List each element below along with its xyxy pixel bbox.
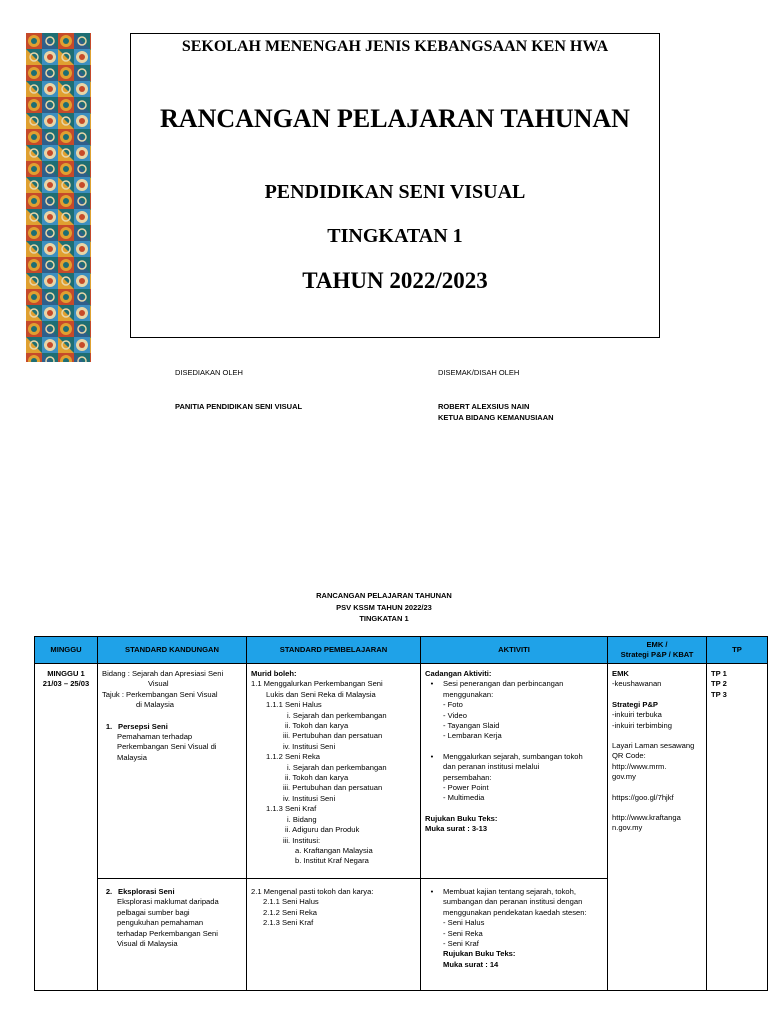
sk-desc-line: Perkembangan Seni Visual di	[117, 742, 217, 752]
sp-line: iii. Pertubuhan dan persatuan	[283, 783, 383, 793]
akt-line: - Tayangan Slaid	[443, 721, 500, 731]
sk-desc-line: Malaysia	[117, 752, 147, 762]
tp-level: TP 1	[711, 669, 727, 678]
emk-link[interactable]: http://www.kraftanga	[612, 813, 681, 823]
akt-line: - Lembaran Kerja	[443, 731, 502, 741]
table-heading-line1: RANCANGAN PELAJARAN TAHUNAN	[316, 591, 452, 600]
sk-desc-line: terhadap Perkembangan Seni	[117, 928, 218, 938]
table-heading-line2: PSV KSSM TAHUN 2022/23	[336, 602, 432, 612]
sp-line: 2.1.3 Seni Kraf	[263, 918, 314, 928]
aktiviti-cell	[421, 879, 608, 991]
table-heading-line3: TINGKATAN 1	[359, 614, 409, 623]
sk-desc-line: Pemahaman terhadap	[117, 732, 193, 742]
tp-level: TP 2	[711, 679, 727, 689]
header-standard-kandungan: STANDARD KANDUNGAN	[98, 637, 247, 664]
prepared-by: PANITIA PENDIDIKAN SENI VISUAL	[175, 402, 303, 411]
sp-line: ii. Tokoh dan karya	[285, 773, 349, 783]
sp-line: i. Sejarah dan perkembangan	[287, 762, 387, 772]
emk-line: QR Code:	[612, 751, 646, 761]
header-emk	[608, 637, 707, 664]
header-emk-line1: EMK /	[646, 639, 668, 649]
week-dates: 21/03 – 25/03	[42, 679, 90, 689]
akt-ref: Rujukan Buku Teks:	[425, 813, 498, 823]
akt-line: Sesi penerangan dan perbincangan	[443, 679, 564, 689]
akt-ref: Rujukan Buku Teks:	[443, 949, 516, 959]
akt-line: - Seni Kraf	[443, 939, 479, 949]
header-aktiviti: AKTIVITI	[421, 637, 608, 664]
tp-level: TP 3	[711, 689, 727, 699]
school-name: SEKOLAH MENENGAH JENIS KEBANGSAAN KEN HWA	[181, 38, 609, 55]
checked-label: DISEMAK/DISAH OLEH	[438, 368, 520, 377]
akt-page: Muka surat : 3-13	[425, 824, 488, 834]
sk-heading: Persepsi Seni	[118, 721, 168, 731]
sp-line: 1.1.1 Seni Halus	[266, 700, 322, 710]
week-label: MINGGU 1	[47, 669, 85, 678]
sk-number: 2.	[105, 887, 113, 896]
sp-line: i. Bidang	[287, 814, 317, 824]
akt-line: menggunakan:	[443, 689, 494, 699]
form-title: TINGKATAN 1	[327, 225, 463, 247]
emk-cell	[608, 664, 707, 991]
emk-line: -keushawanan	[612, 679, 662, 689]
sp-intro: Murid boleh:	[251, 669, 297, 678]
emk-heading: EMK	[612, 669, 629, 678]
akt-line: - Power Point	[443, 783, 489, 793]
sp-line: iii. Institusi:	[283, 835, 321, 845]
standard-kandungan-cell	[98, 664, 247, 879]
akt-heading: Cadangan Aktiviti:	[425, 669, 492, 678]
sp-line: 1.1.2 Seni Reka	[266, 752, 321, 762]
standard-pembelajaran-cell	[247, 664, 421, 879]
strategy-heading: Strategi P&P	[612, 699, 658, 709]
aktiviti-cell	[421, 664, 608, 879]
sp-line: b. Institut Kraf Negara	[295, 856, 369, 866]
sk-desc-line: pengukuhan pemahaman	[117, 918, 204, 928]
akt-line: menggunakan pendekatan kaedah stesen:	[443, 907, 587, 917]
prepared-label: DISEDIAKAN OLEH	[175, 368, 243, 377]
akt-line: persembahan:	[443, 772, 492, 782]
table-heading	[0, 590, 768, 625]
emk-link[interactable]: n.gov.my	[612, 823, 643, 833]
sp-line: ii. Adiguru dan Produk	[285, 825, 360, 835]
sk-heading: Eksplorasi Seni	[118, 887, 175, 896]
akt-line: sumbangan dan peranan institusi dengan	[443, 897, 583, 907]
sp-line: a. Kraftangan Malaysia	[295, 845, 373, 855]
minggu-cell	[35, 664, 98, 991]
akt-line: - Video	[443, 710, 467, 720]
standard-pembelajaran-cell	[247, 879, 421, 991]
akt-line: - Foto	[443, 700, 463, 710]
sk-desc-line: Eksplorasi maklumat daripada	[117, 897, 219, 907]
bullet: •	[430, 679, 434, 689]
sp-line: ii. Tokoh dan karya	[285, 721, 349, 731]
emk-line: -inkuiri terbimbing	[612, 720, 672, 730]
header-tp: TP	[707, 637, 768, 664]
checked-role: KETUA BIDANG KEMANUSIAAN	[438, 413, 554, 422]
sk-number: 1.	[105, 721, 113, 731]
sk-tajuk: Tajuk : Perkembangan Seni Visual	[102, 689, 218, 699]
table-header-row	[35, 637, 768, 664]
header-minggu: MINGGU	[35, 637, 98, 664]
plan-title: RANCANGAN PELAJARAN TAHUNAN	[160, 104, 630, 133]
sp-line: iv. Institusi Seni	[283, 793, 336, 803]
sp-line: Lukis dan Seni Reka di Malaysia	[266, 689, 376, 699]
emk-link[interactable]: https://goo.gl/7hjkf	[612, 792, 674, 802]
akt-line: dan peranan institusi melalui	[443, 762, 540, 772]
akt-line: - Seni Reka	[443, 928, 483, 938]
sp-line: 2.1 Mengenal pasti tokoh dan karya:	[251, 887, 374, 896]
emk-line: -inkuiri terbuka	[612, 710, 662, 720]
akt-line: - Seni Halus	[443, 918, 485, 928]
plan-table	[34, 636, 768, 991]
bullet: •	[430, 887, 434, 896]
header-emk-line2: Strategi P&P / KBAT	[620, 650, 694, 659]
bullet: •	[430, 751, 434, 761]
table-row	[35, 664, 768, 879]
akt-line: Menggalurkan sejarah, sumbangan tokoh	[443, 751, 583, 761]
sk-bidang-cont: Visual	[148, 679, 169, 689]
batik-pattern-border	[26, 33, 91, 362]
akt-page: Muka surat : 14	[443, 959, 499, 969]
sp-line: iv. Institusi Seni	[283, 741, 336, 751]
subject-title: PENDIDIKAN SENI VISUAL	[264, 181, 526, 203]
sk-bidang: Bidang : Sejarah dan Apresiasi Seni	[102, 669, 224, 678]
sk-tajuk-cont: di Malaysia	[136, 700, 174, 710]
emk-link[interactable]: http://www.mrm.	[612, 761, 667, 771]
sp-line: iii. Pertubuhan dan persatuan	[283, 731, 383, 741]
sk-desc-line: pelbagai sumber bagi	[117, 907, 190, 917]
sp-line: 2.1.2 Seni Reka	[263, 907, 318, 917]
year-title: TAHUN 2022/2023	[302, 268, 488, 293]
header-standard-pembelajaran: STANDARD PEMBELAJARAN	[247, 637, 421, 664]
sk-desc-line: Visual di Malaysia	[117, 939, 178, 949]
sp-line: 2.1.1 Seni Halus	[263, 897, 319, 907]
sp-line: i. Sejarah dan perkembangan	[287, 710, 387, 720]
akt-line: - Multimedia	[443, 793, 485, 803]
emk-link[interactable]: gov.my	[612, 772, 636, 782]
akt-line: Membuat kajian tentang sejarah, tokoh,	[443, 887, 576, 896]
cover-box	[130, 33, 660, 338]
sp-line: 1.1.3 Seni Kraf	[266, 804, 317, 814]
tp-cell	[707, 664, 768, 991]
sp-line: 1.1 Menggalurkan Perkembangan Seni	[251, 679, 383, 689]
standard-kandungan-cell	[98, 879, 247, 991]
emk-line: Layari Laman sesawang	[612, 741, 695, 751]
checked-name: ROBERT ALEXSIUS NAIN	[438, 402, 530, 411]
